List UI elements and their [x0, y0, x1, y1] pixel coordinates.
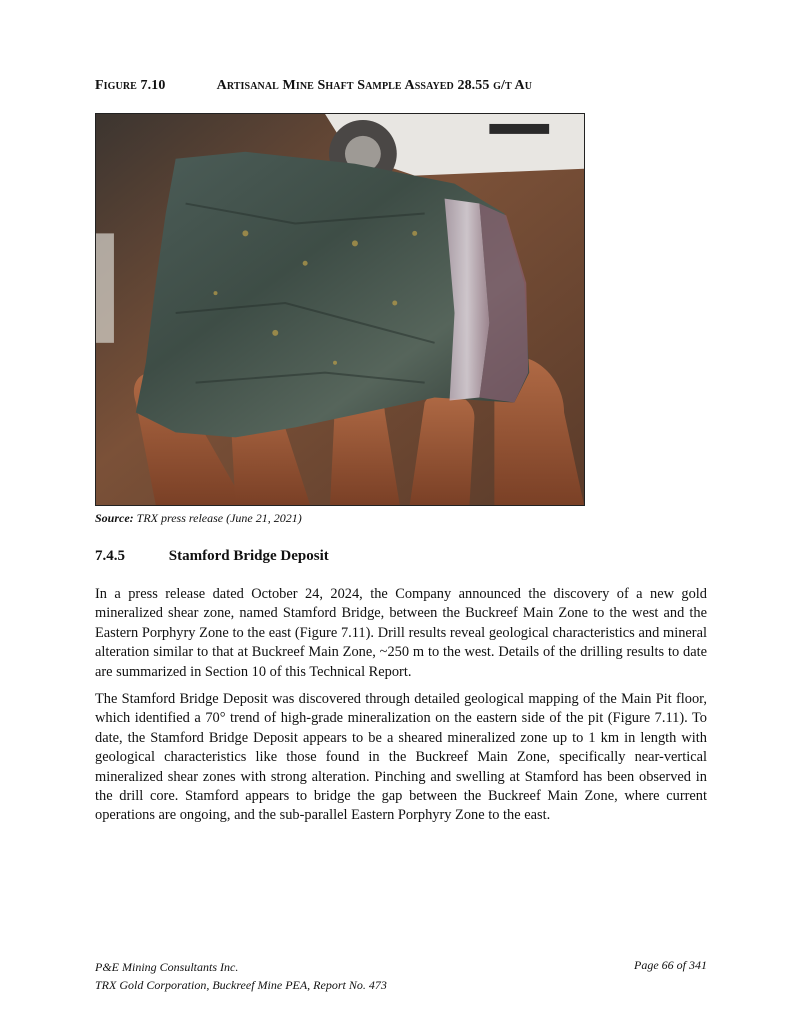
section-number: 7.4.5: [95, 548, 125, 564]
footer-report: TRX Gold Corporation, Buckreef Mine PEA, Report No. 473: [95, 978, 387, 992]
source-label: Source:: [95, 511, 134, 525]
source-text: TRX press release (June 21, 2021): [136, 511, 302, 525]
page-number: Page 66 of 341: [634, 958, 707, 972]
figure-title: Artisanal Mine Shaft Sample Assayed 28.55 g/t Au: [216, 78, 533, 93]
section-heading: [95, 548, 329, 565]
paragraph: The Stamford Bridge Deposit was discovered through detailed geological mapping of the Main Pit floor, which identified a 70° trend of high-grade mineralization on the eastern side of the pit (Figure 7.11). To date, the Stamford Bridge Deposit appears to be a sheared mineralized zone up to 1 km in length with geological characteristics like those found in the Buckreef Main Zone, specifically near-vertical mineralized shear zones with strong alteration. Pinching and swelling at Stamford has been observed in the drill core. Stamford appears to bridge the gap between the Buckreef Main Zone, where current operations are ongoing, and the sub-parallel Eastern Porphyry Zone to the east.: [95, 691, 707, 824]
footer-left: [95, 958, 387, 994]
footer-company: P&E Mining Consultants Inc.: [95, 960, 239, 974]
figure-caption: [95, 78, 715, 94]
section-title: Stamford Bridge Deposit: [168, 548, 329, 564]
paragraph: In a press release dated October 24, 2024, the Company announced the discovery of a new gold mineralized shear zone, named Stamford Bridge, between the Buckreef Main Zone to the west and the Eastern Porphyry Zone to the east (Figure 7.11). Drill results reveal geological characteristics and mineral alteration similar to that at Buckreef Main Zone, ~250 m to the west. Details of the drilling results to date are summarized in Section 10 of this Technical Report.: [95, 586, 707, 680]
rock-sample-photo: [95, 113, 585, 506]
figure-label: Figure 7.10: [95, 78, 166, 93]
figure-source: [95, 511, 302, 526]
